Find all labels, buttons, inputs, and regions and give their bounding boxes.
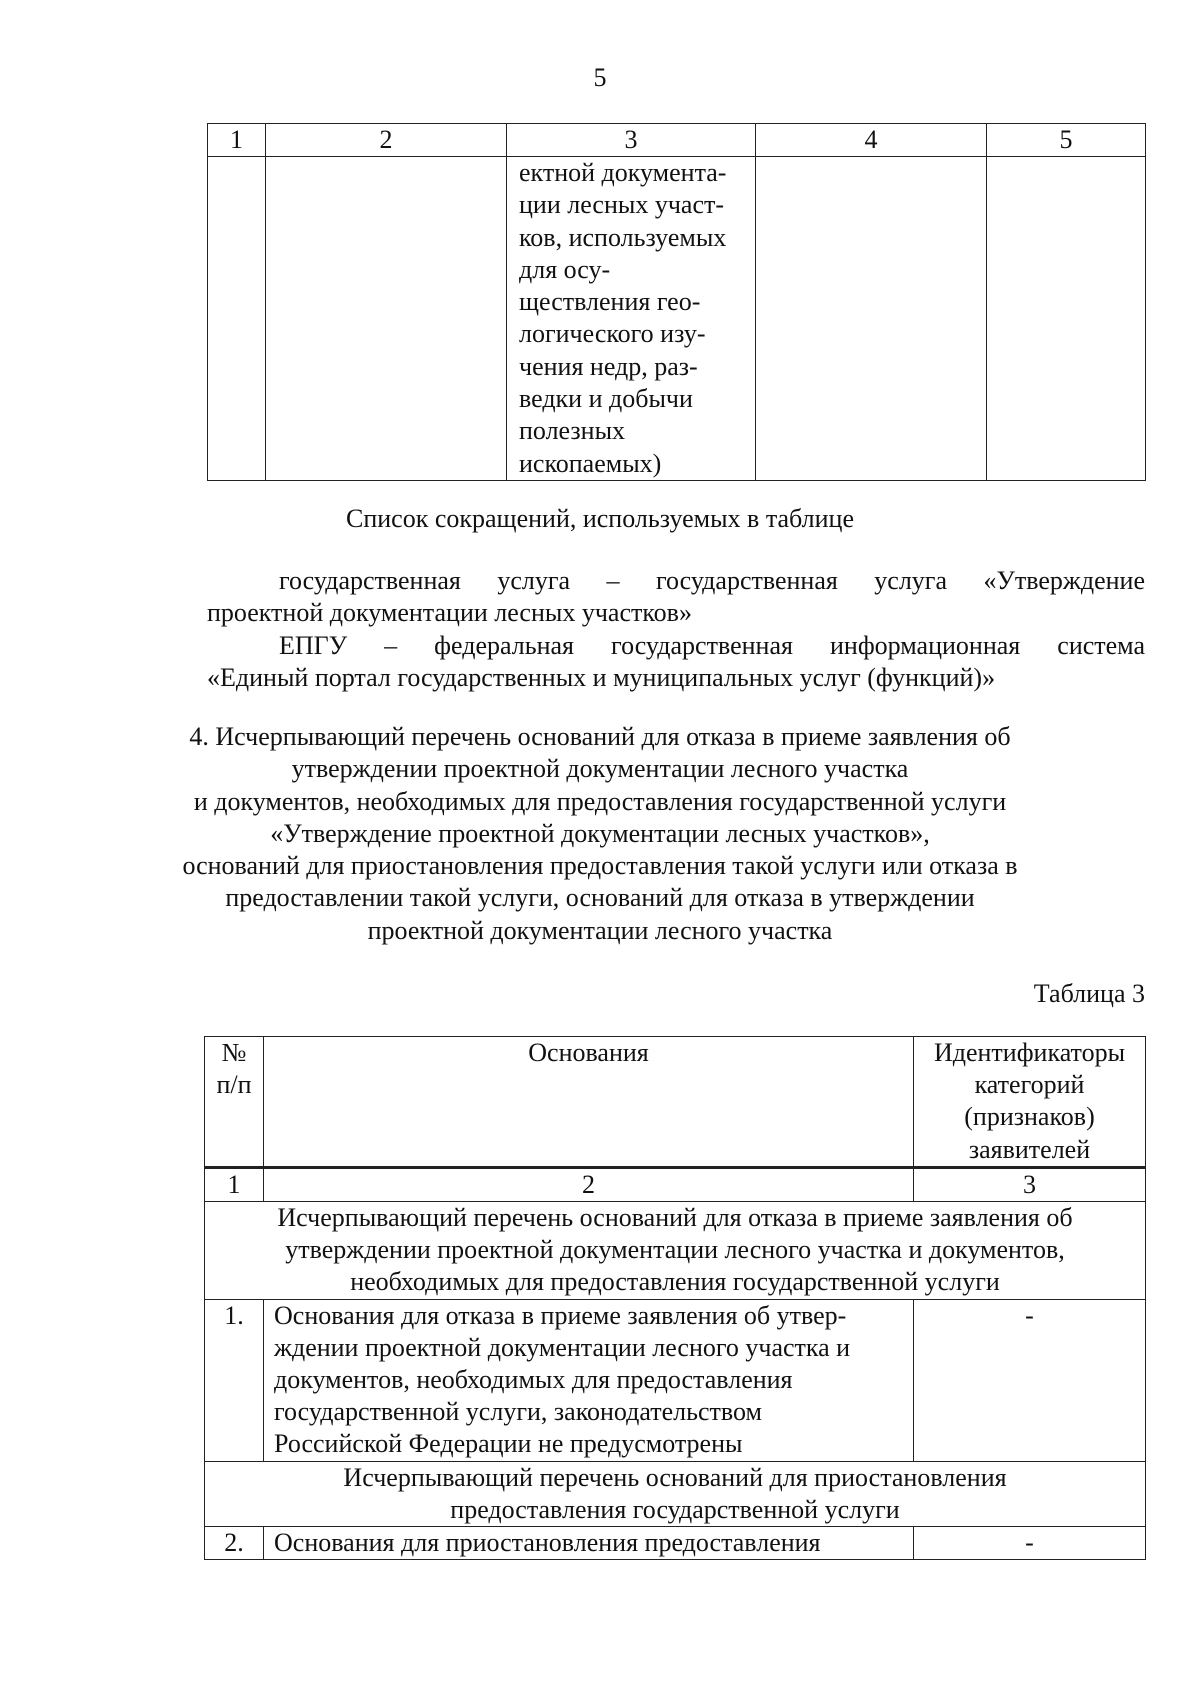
text-line: государственной услуги, законодательством [274, 1397, 762, 1427]
group-line: Исчерпывающий перечень оснований для приостановления [343, 1462, 1007, 1492]
group-heading-cell [205, 1202, 1146, 1300]
table-cell [507, 157, 756, 481]
table-row [205, 1527, 1146, 1560]
cell-line: ектной документа- [519, 158, 727, 187]
row-text [264, 1299, 914, 1461]
row-text [264, 1527, 914, 1560]
row-value: - [914, 1527, 1146, 1560]
abbreviation-line: «Единый портал государственных и муниципальных услуг (функций)» [207, 663, 996, 692]
heading-line: утверждении проектной документации лесного участка [291, 754, 909, 784]
table-header-row [205, 1037, 1146, 1168]
header-cell-grounds: Основания [264, 1037, 914, 1168]
group-line: предоставления государственной услуги [450, 1494, 900, 1524]
abbreviation-item [207, 630, 1145, 694]
header-cell: 4 [756, 124, 987, 157]
row-value: - [914, 1299, 1146, 1461]
table-header-row [208, 124, 1146, 157]
cell-line: для осу- [519, 254, 611, 284]
header-cell: 3 [507, 124, 756, 157]
cell-line: полезных [519, 416, 626, 446]
column-index-row [205, 1167, 1146, 1201]
text-line: Российской Федерации не предусмотрены [274, 1429, 743, 1459]
table-row [208, 157, 1146, 481]
cell-line: чения недр, раз- [519, 351, 698, 381]
header-line: № [221, 1038, 247, 1067]
cell-line: логического изу- [519, 319, 706, 349]
heading-line: проектной документации лесного участка [367, 915, 833, 945]
heading-line: предоставлении такой услуги, оснований для отказа в утверждении [225, 883, 975, 913]
header-cell: 2 [266, 124, 507, 157]
group-line: утверждении проектной документации лесного участка и документов, [285, 1235, 1065, 1265]
header-line: Идентификаторы [933, 1038, 1126, 1067]
cell-line: ществления гео- [519, 287, 701, 317]
heading-line: «Утверждение проектной документации лесных участков», [270, 818, 930, 848]
heading-line: и документов, необходимых для предоставления государственной услуги [193, 786, 1007, 816]
header-cell: 5 [987, 124, 1146, 157]
cell-line: ведки и добычи [519, 384, 693, 414]
cell-line: ции лесных участ- [519, 190, 725, 220]
group-heading-cell [205, 1461, 1146, 1526]
text-line: документов, необходимых для предоставления [274, 1365, 793, 1395]
index-cell: 3 [914, 1167, 1146, 1201]
page-number: 5 [593, 63, 607, 92]
group-line: необходимых для предоставления государственной услуги [350, 1267, 1000, 1297]
index-cell: 2 [264, 1167, 914, 1201]
header-line: п/п [216, 1070, 252, 1100]
group-row [205, 1202, 1146, 1300]
row-number: 2. [205, 1527, 264, 1560]
grounds-table [204, 1036, 1146, 1560]
table-row [205, 1299, 1146, 1461]
abbreviation-line: проектной документации лесных участков» [207, 598, 692, 627]
table-cell [756, 157, 987, 481]
abbreviation-item [207, 565, 1145, 629]
table-cell [208, 157, 266, 481]
table-cell [266, 157, 507, 481]
header-line: категорий [974, 1070, 1085, 1100]
continued-table [207, 123, 1146, 481]
header-cell-identifiers [914, 1037, 1146, 1168]
abbreviation-line: государственная услуга – государственная услуга «Утверждение [279, 566, 1145, 595]
group-line: Исчерпывающий перечень оснований для отказа в приеме заявления об [277, 1203, 1073, 1233]
text-line: Основания для приостановления предоставления [274, 1528, 821, 1558]
header-line: (признаков) [964, 1102, 1095, 1132]
heading-line: 4. Исчерпывающий перечень оснований для отказа в приеме заявления об [189, 722, 1011, 751]
cell-line: ископаемых) [519, 448, 662, 478]
abbreviation-line: ЕПГУ – федеральная государственная информационная система [279, 631, 1145, 660]
table-cell [987, 157, 1146, 481]
text-line: ждении проектной документации лесного участка и [274, 1332, 851, 1362]
header-cell: 1 [208, 124, 266, 157]
abbreviations-title: Список сокращений, используемых в таблице [346, 504, 854, 533]
text-line: Основания для отказа в приеме заявления об утвер- [274, 1300, 847, 1330]
section-heading [0, 721, 1200, 947]
heading-line: оснований для приостановления предоставления такой услуги или отказа в [182, 851, 1018, 881]
table-caption: Таблица 3 [1033, 979, 1145, 1008]
header-line: заявителей [968, 1134, 1091, 1164]
group-row [205, 1461, 1146, 1526]
row-number: 1. [205, 1299, 264, 1461]
header-cell-number [205, 1037, 264, 1168]
cell-line: ков, используемых [519, 222, 727, 252]
index-cell: 1 [205, 1167, 264, 1201]
